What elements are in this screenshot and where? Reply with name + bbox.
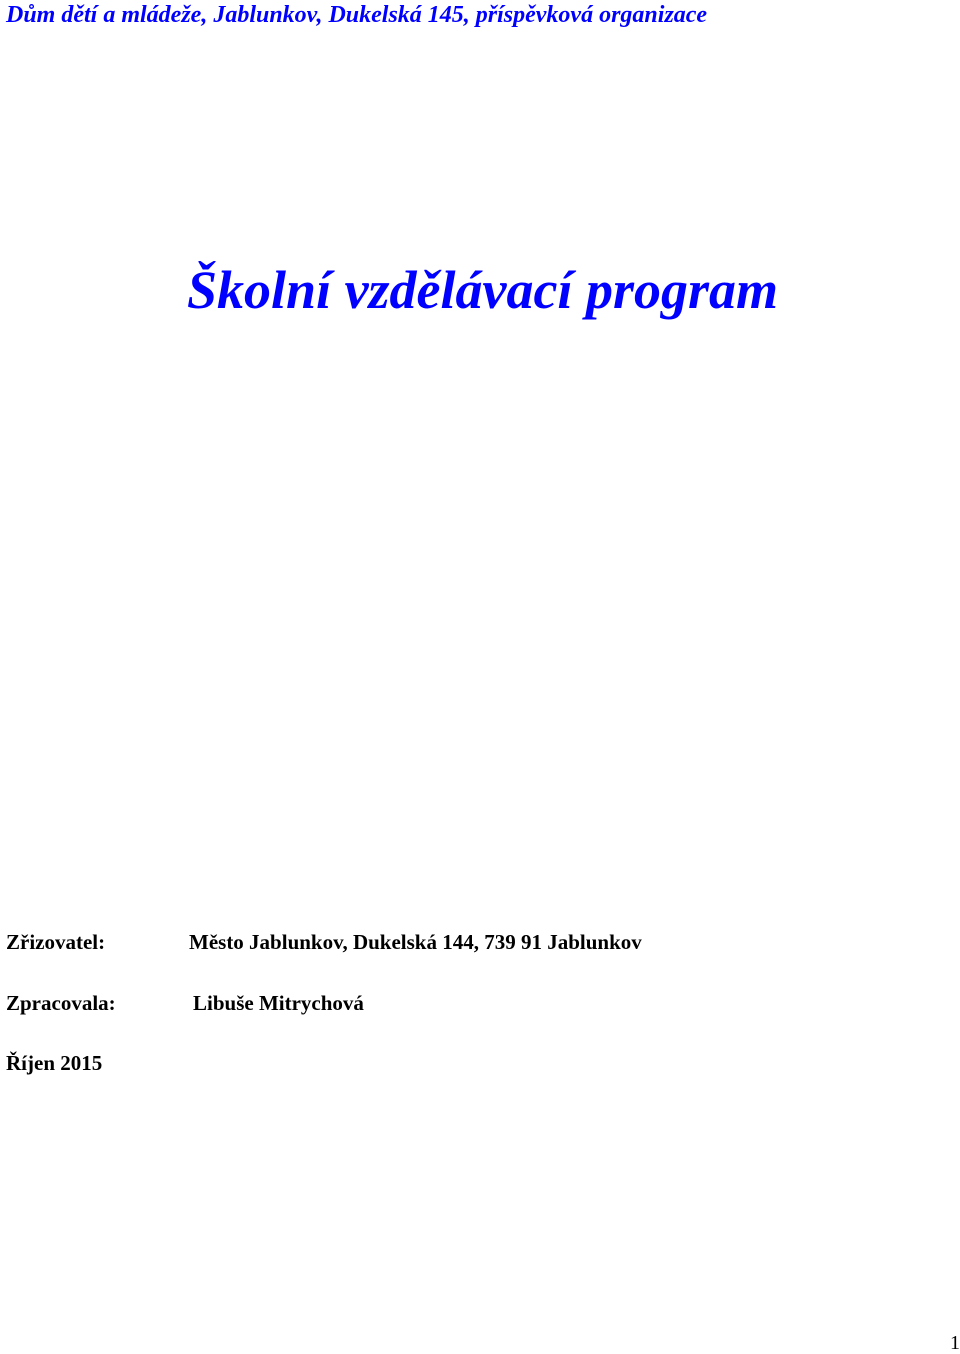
document-header: Dům dětí a mládeže, Jablunkov, Dukelská 145, příspěvková organizace xyxy=(6,2,708,28)
document-date: Říjen 2015 xyxy=(6,1051,103,1075)
author-label: Zpracovala: xyxy=(6,991,116,1015)
founder-label: Zřizovatel: xyxy=(6,930,106,954)
founder-value: Město Jablunkov, Dukelská 144, 739 91 Jablunkov xyxy=(189,930,642,954)
author-value: Libuše Mitrychová xyxy=(193,991,364,1015)
page-number: 1 xyxy=(950,1332,960,1354)
document-title: Školní vzdělávací program xyxy=(187,260,778,320)
